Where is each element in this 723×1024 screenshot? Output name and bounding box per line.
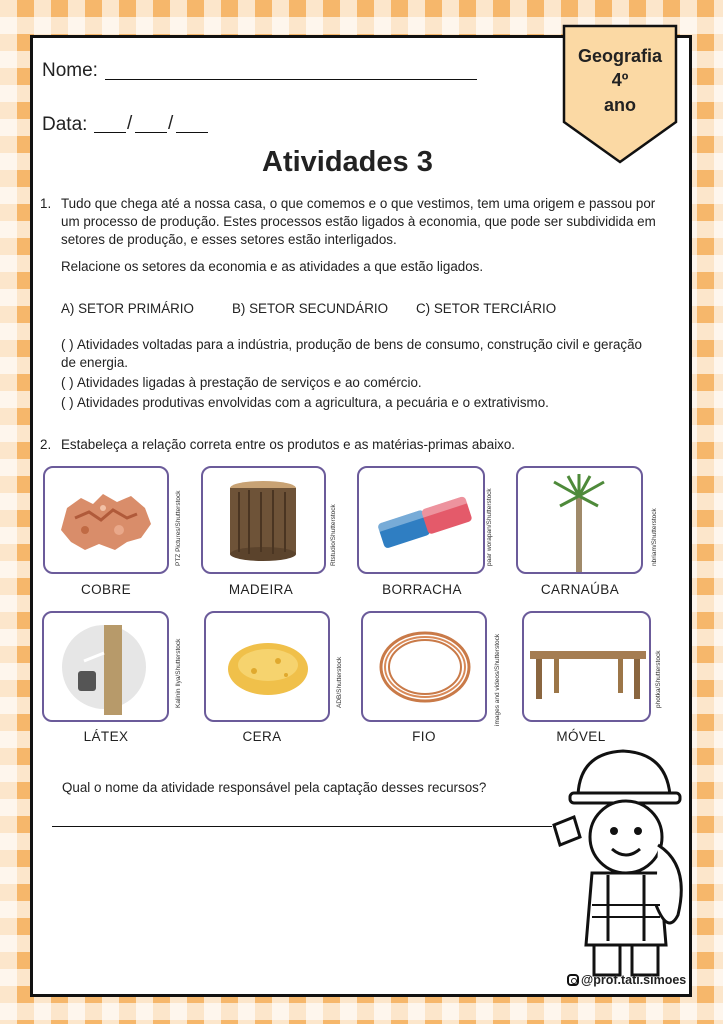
page-title: Atividades 3 — [262, 146, 433, 178]
image-credit: Rtstudio/Shutterstock — [330, 504, 337, 566]
answer-box[interactable]: ( ) — [61, 375, 74, 390]
copper-wire-image — [363, 613, 487, 722]
label-latex: LÁTEX — [83, 729, 129, 744]
card-cera — [204, 611, 330, 722]
image-credit: nbriam/Shutterstock — [651, 508, 658, 566]
q1-text-line: setores de produção, e esses setores estão interligados. — [61, 232, 397, 247]
sector-a: A) SETOR PRIMÁRIO — [61, 301, 194, 316]
q1-instruction: Relacione os setores da economia e as atividades a que estão ligados. — [61, 259, 484, 274]
wax-flakes-image — [206, 613, 330, 722]
q1-number: 1. — [40, 196, 52, 211]
badge-subject: Geografia — [577, 46, 663, 66]
date-month-line[interactable] — [135, 118, 167, 133]
image-credit: photka/Shutterstock — [655, 650, 662, 708]
date-label: Data: — [42, 114, 88, 135]
label-movel: MÓVEL — [556, 729, 606, 744]
label-fio: FIO — [412, 729, 436, 744]
palm-tree-image — [518, 468, 643, 574]
date-separator: / — [127, 113, 133, 134]
image-credit: PTZ Pictures/Shutterstock — [175, 490, 182, 566]
q2-text: Estabeleça a relação correta entre os produtos e as matérias-primas abaixo. — [61, 437, 516, 452]
label-borracha: BORRACHA — [382, 582, 462, 597]
construction-kid-illustration — [548, 745, 698, 985]
social-handle: @prof.tati.simoes — [581, 973, 687, 987]
instagram-icon — [567, 974, 579, 986]
date-year-line[interactable] — [176, 118, 208, 133]
label-cobre: COBRE — [80, 582, 131, 597]
image-credit: images and videos/Shutterstock — [494, 633, 501, 726]
badge-grade: 4º — [611, 70, 629, 90]
wooden-table-image — [524, 613, 651, 722]
label-carnauba: CARNAÚBA — [540, 582, 620, 597]
date-day-line[interactable] — [94, 118, 126, 133]
latex-tapping-image — [44, 613, 169, 722]
image-credit: Kalinin Ilya/Shutterstock — [175, 638, 182, 708]
card-carnauba — [516, 466, 643, 574]
q1-item-text-cont: de energia. — [61, 355, 129, 370]
subject-badge — [562, 24, 678, 164]
answer-line[interactable] — [52, 812, 552, 827]
q1-item-text: Atividades voltadas para a indústria, produção de bens de consumo, construção civil e geração — [77, 337, 642, 352]
image-credit: paar worapan/Shutterstock — [486, 488, 493, 566]
sector-b: B) SETOR SECUNDÁRIO — [232, 301, 388, 316]
q2-final-question: Qual o nome da atividade responsável pela captação desses recursos? — [62, 780, 487, 795]
card-borracha — [357, 466, 485, 574]
label-cera: CERA — [242, 729, 282, 744]
card-movel — [522, 611, 651, 722]
name-input-line[interactable] — [105, 62, 477, 80]
card-latex — [42, 611, 169, 722]
badge-year: ano — [603, 95, 636, 115]
card-fio — [361, 611, 487, 722]
card-cobre — [43, 466, 169, 574]
wood-log-image — [203, 468, 326, 574]
copper-ore-image — [45, 468, 169, 574]
q1-item-text: Atividades ligadas à prestação de serviços e ao comércio. — [77, 375, 422, 390]
badge-shape — [562, 24, 678, 164]
name-label: Nome: — [42, 60, 98, 81]
q1-item-text: Atividades produtivas envolvidas com a agricultura, a pecuária e o extrativismo. — [77, 395, 549, 410]
answer-box[interactable]: ( ) — [61, 395, 74, 410]
eraser-image — [359, 468, 485, 574]
label-madeira: MADEIRA — [228, 582, 294, 597]
q2-number: 2. — [40, 437, 52, 452]
image-credit: ADB/Shutterstock — [336, 656, 343, 708]
card-madeira — [201, 466, 326, 574]
date-separator: / — [168, 113, 174, 134]
q1-text-line: Tudo que chega até a nossa casa, o que comemos e o que vestimos, tem uma origem e passou por — [61, 196, 656, 211]
sector-c: C) SETOR TERCIÁRIO — [416, 301, 557, 316]
answer-box[interactable]: ( ) — [61, 337, 74, 352]
q1-text-line: um processo de produção. Estes processos estão ligados à economia, que pode ser subdividida em — [61, 214, 656, 229]
